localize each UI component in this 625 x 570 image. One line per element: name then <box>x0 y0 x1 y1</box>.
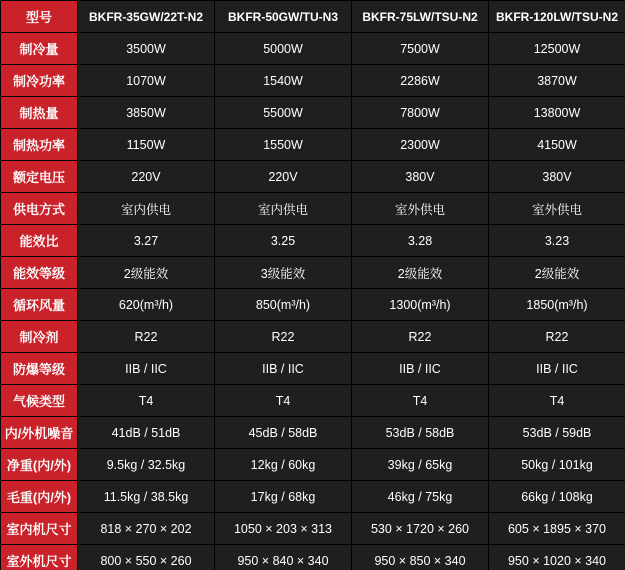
table-cell: 3.23 <box>489 225 625 257</box>
table-cell: 950 × 1020 × 340 <box>489 545 625 570</box>
table-row <box>1 129 625 161</box>
table-cell: 818 × 270 × 202 <box>78 513 215 545</box>
table-row <box>1 65 625 97</box>
row-label: 气候类型 <box>1 385 78 417</box>
table-cell: 3870W <box>489 65 625 97</box>
model-header-cell: BKFR-75LW/TSU-N2 <box>352 1 489 33</box>
row-label: 室外机尺寸 <box>1 545 78 570</box>
table-cell: T4 <box>215 385 352 417</box>
table-row <box>1 353 625 385</box>
table-row <box>1 225 625 257</box>
table-row <box>1 385 625 417</box>
table-cell: IIB / IIC <box>352 353 489 385</box>
table-cell: 17kg / 68kg <box>215 481 352 513</box>
row-label: 能效比 <box>1 225 78 257</box>
table-cell: 2300W <box>352 129 489 161</box>
model-header-cell: BKFR-120LW/TSU-N2 <box>489 1 625 33</box>
table-cell: 41dB / 51dB <box>78 417 215 449</box>
row-label: 制冷剂 <box>1 321 78 353</box>
table-cell: 380V <box>352 161 489 193</box>
table-cell: 2级能效 <box>352 257 489 289</box>
table-cell: 53dB / 59dB <box>489 417 625 449</box>
table-cell: 5500W <box>215 97 352 129</box>
table-cell: 530 × 1720 × 260 <box>352 513 489 545</box>
table-cell: 3850W <box>78 97 215 129</box>
model-header-cell: BKFR-35GW/22T-N2 <box>78 1 215 33</box>
row-label: 毛重(内/外) <box>1 481 78 513</box>
table-row <box>1 97 625 129</box>
table-row <box>1 161 625 193</box>
table-cell: 11.5kg / 38.5kg <box>78 481 215 513</box>
table-row <box>1 257 625 289</box>
table-cell: 室内供电 <box>78 193 215 225</box>
table-cell: 380V <box>489 161 625 193</box>
table-cell: 1070W <box>78 65 215 97</box>
model-header-cell: BKFR-50GW/TU-N3 <box>215 1 352 33</box>
table-cell: 3500W <box>78 33 215 65</box>
row-label: 室内机尺寸 <box>1 513 78 545</box>
table-cell: 12kg / 60kg <box>215 449 352 481</box>
table-cell: 1540W <box>215 65 352 97</box>
table-cell: 53dB / 58dB <box>352 417 489 449</box>
table-cell: 45dB / 58dB <box>215 417 352 449</box>
table-cell: 9.5kg / 32.5kg <box>78 449 215 481</box>
table-cell: 620(m³/h) <box>78 289 215 321</box>
table-cell: 7800W <box>352 97 489 129</box>
table-cell: 220V <box>215 161 352 193</box>
table-cell: 12500W <box>489 33 625 65</box>
table-cell: T4 <box>352 385 489 417</box>
table-cell: IIB / IIC <box>78 353 215 385</box>
table-cell: 46kg / 75kg <box>352 481 489 513</box>
table-row <box>1 513 625 545</box>
table-cell: 605 × 1895 × 370 <box>489 513 625 545</box>
row-label: 制冷量 <box>1 33 78 65</box>
row-label: 额定电压 <box>1 161 78 193</box>
table-row <box>1 33 625 65</box>
table-cell: 850(m³/h) <box>215 289 352 321</box>
table-cell: 室外供电 <box>352 193 489 225</box>
table-cell: R22 <box>352 321 489 353</box>
table-cell: 1050 × 203 × 313 <box>215 513 352 545</box>
table-row <box>1 417 625 449</box>
table-row <box>1 1 625 33</box>
table-cell: T4 <box>78 385 215 417</box>
table-cell: T4 <box>489 385 625 417</box>
table-row <box>1 289 625 321</box>
row-label: 循环风量 <box>1 289 78 321</box>
table-cell: 2级能效 <box>78 257 215 289</box>
row-label: 型号 <box>1 1 78 33</box>
table-cell: 50kg / 101kg <box>489 449 625 481</box>
table-cell: 3.25 <box>215 225 352 257</box>
table-cell: 950 × 850 × 340 <box>352 545 489 570</box>
row-label: 能效等级 <box>1 257 78 289</box>
table-cell: 950 × 840 × 340 <box>215 545 352 570</box>
row-label: 制冷功率 <box>1 65 78 97</box>
table-cell: 66kg / 108kg <box>489 481 625 513</box>
table-cell: 4150W <box>489 129 625 161</box>
table-row <box>1 193 625 225</box>
table-cell: 3级能效 <box>215 257 352 289</box>
row-label: 内/外机噪音 <box>1 417 78 449</box>
table-cell: 1300(m³/h) <box>352 289 489 321</box>
table-row <box>1 481 625 513</box>
table-cell: IIB / IIC <box>215 353 352 385</box>
table-cell: 13800W <box>489 97 625 129</box>
table-cell: 2286W <box>352 65 489 97</box>
row-label: 供电方式 <box>1 193 78 225</box>
table-cell: 2级能效 <box>489 257 625 289</box>
table-row <box>1 545 625 570</box>
table-cell: R22 <box>489 321 625 353</box>
table-cell: 室内供电 <box>215 193 352 225</box>
table-cell: 1550W <box>215 129 352 161</box>
table-cell: 220V <box>78 161 215 193</box>
table-row <box>1 449 625 481</box>
table-cell: IIB / IIC <box>489 353 625 385</box>
table-cell: R22 <box>78 321 215 353</box>
row-label: 净重(内/外) <box>1 449 78 481</box>
table-row <box>1 321 625 353</box>
row-label: 制热量 <box>1 97 78 129</box>
table-cell: 5000W <box>215 33 352 65</box>
row-label: 防爆等级 <box>1 353 78 385</box>
table-cell: 3.27 <box>78 225 215 257</box>
table-cell: 1850(m³/h) <box>489 289 625 321</box>
table-cell: 7500W <box>352 33 489 65</box>
table-cell: 室外供电 <box>489 193 625 225</box>
table-body <box>1 1 625 570</box>
table-cell: 3.28 <box>352 225 489 257</box>
table-cell: 800 × 550 × 260 <box>78 545 215 570</box>
row-label: 制热功率 <box>1 129 78 161</box>
table-cell: 1150W <box>78 129 215 161</box>
table-cell: 39kg / 65kg <box>352 449 489 481</box>
table-cell: R22 <box>215 321 352 353</box>
